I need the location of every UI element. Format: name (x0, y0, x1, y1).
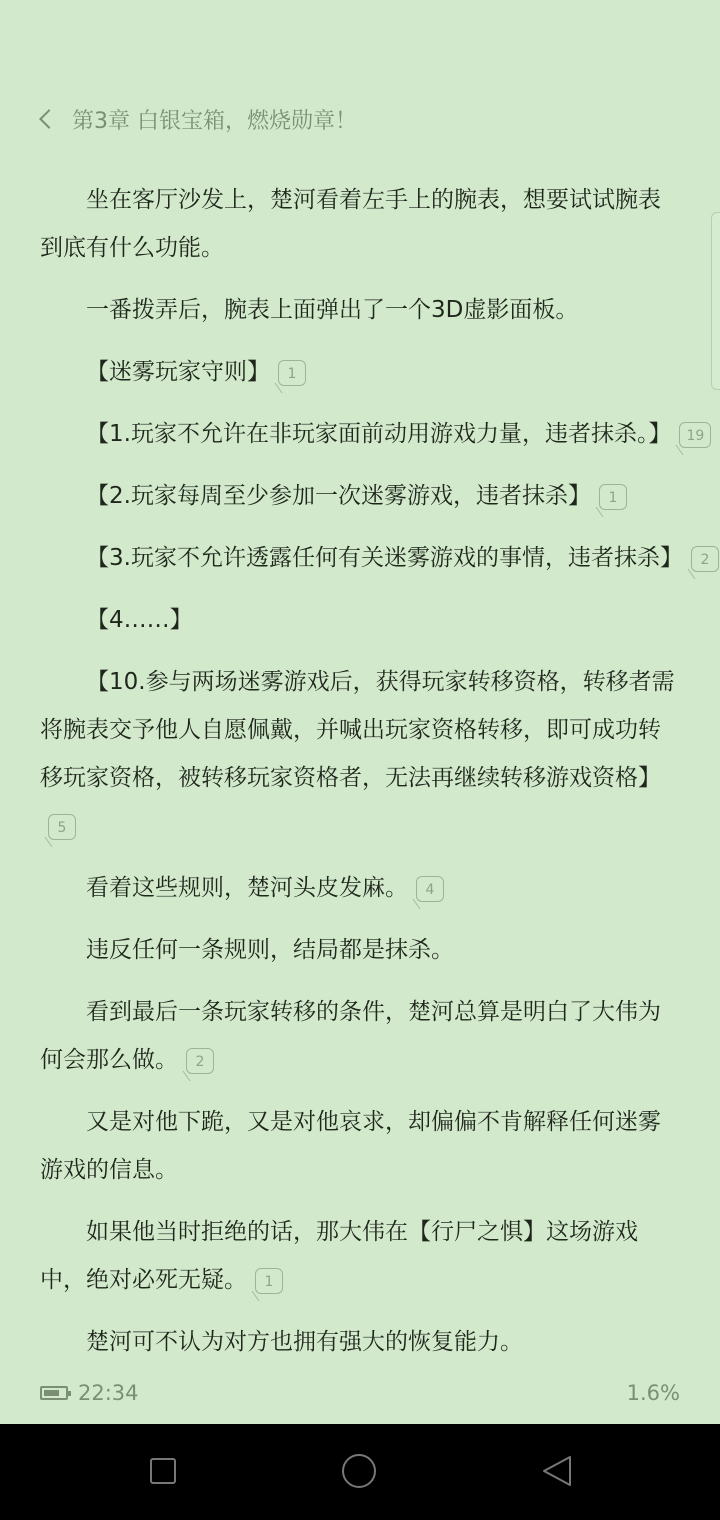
battery-fill (44, 1390, 59, 1396)
comment-count-badge[interactable]: 1 (278, 360, 306, 386)
chevron-left-icon[interactable] (39, 109, 59, 129)
paragraph: 坐在客厅沙发上，楚河看着左手上的腕表，想要试试腕表到底有什么功能。 (40, 187, 661, 261)
triangle-back-icon[interactable] (540, 1454, 574, 1488)
comment-count-badge[interactable]: 1 (255, 1268, 283, 1294)
paragraph: 【2.玩家每周至少参加一次迷雾游戏，违者抹杀】 1 (40, 472, 682, 520)
side-scroll-handle[interactable] (711, 212, 720, 390)
chapter-header[interactable] (36, 100, 357, 138)
paragraph: 【4……】 (86, 607, 193, 633)
square-icon[interactable] (150, 1458, 176, 1484)
paragraph: 看着这些规则，楚河头皮发麻。 4 (40, 864, 682, 912)
paragraph: 【1.玩家不允许在非玩家面前动用游戏力量，违者抹杀。】 19 (40, 410, 682, 458)
clock-time: 22:34 (78, 1381, 139, 1405)
reading-progress: 1.6% (626, 1381, 680, 1405)
battery-icon (40, 1386, 68, 1400)
comment-count-badge[interactable]: 2 (691, 546, 719, 572)
paragraph: 如果他当时拒绝的话，那大伟在【行尸之惧】这场游戏中，绝对必死无疑。 1 (40, 1219, 638, 1293)
paragraph: 又是对他下跪，又是对他哀求，却偏偏不肯解释任何迷雾游戏的信息。 (40, 1109, 661, 1183)
comment-count-badge[interactable]: 5 (48, 814, 76, 840)
circle-icon[interactable] (342, 1454, 376, 1488)
chapter-content (40, 176, 710, 1380)
system-nav-bar (0, 1424, 720, 1520)
chapter-title: 第3章 白银宝箱，燃烧勋章！ (72, 108, 357, 134)
comment-count-badge[interactable]: 4 (416, 876, 444, 902)
paragraph: 违反任何一条规则，结局都是抹杀。 (86, 937, 454, 963)
comment-count-badge[interactable]: 19 (679, 422, 711, 448)
comment-count-badge[interactable]: 1 (599, 484, 627, 510)
reader-status-bar (40, 1378, 680, 1408)
paragraph: 看到最后一条玩家转移的条件，楚河总算是明白了大伟为何会那么做。 2 (40, 999, 661, 1073)
paragraph: 【3.玩家不允许透露任何有关迷雾游戏的事情，违者抹杀】 2 (40, 534, 682, 582)
comment-count-badge[interactable]: 2 (186, 1048, 214, 1074)
paragraph: 【迷雾玩家守则】 1 (40, 348, 682, 396)
paragraph: 【10.参与两场迷雾游戏后，获得玩家转移资格，转移者需将腕表交予他人自愿佩戴，并喊出玩家资格转移，即可成功转移玩家资格，被转移玩家资格者，无法再继续转移游戏资格】5 (40, 658, 682, 850)
battery-time-group (40, 1381, 139, 1405)
paragraph: 楚河可不认为对方也拥有强大的恢复能力。 (86, 1329, 523, 1355)
paragraph: 一番拨弄后，腕表上面弹出了一个3D虚影面板。 (86, 297, 579, 323)
